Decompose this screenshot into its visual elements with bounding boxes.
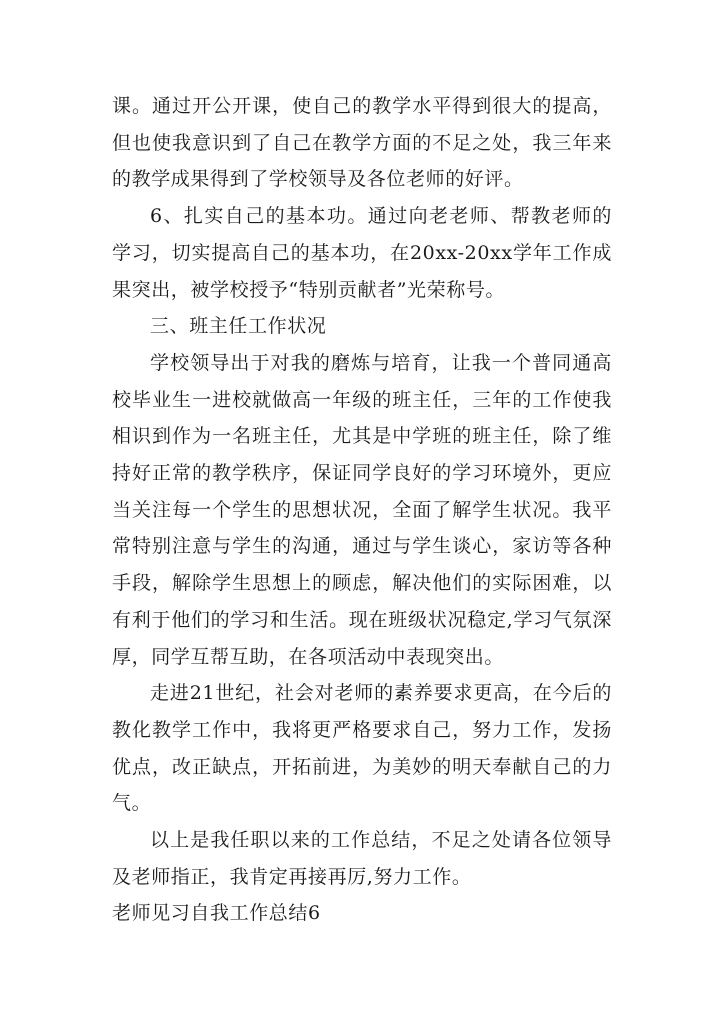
paragraph-continuation: 课。通过开公开课，使自己的教学水平得到很大的提高，但也使我意识到了自己在教学方面的不足之处，我三年来的教学成果得到了学校领导及各位老师的好评。 — [112, 95, 612, 191]
next-document-title: 老师见习自我工作总结6 — [112, 902, 321, 925]
paragraph-closing: 以上是我任职以来的工作总结，不足之处请各位领导及老师指正，我肯定再接再厉,努力工作。 — [112, 829, 612, 888]
section-heading: 三、班主任工作状况 — [150, 315, 327, 338]
document-body — [112, 88, 612, 932]
paragraph-item-6: 6、扎实自己的基本功。通过向老老师、帮教老师的学习，切实提高自己的基本功，在20xx-20xx学年工作成果突出，被学校授予“特别贡献者”光荣称号。 — [112, 205, 612, 301]
paragraph-homeroom: 学校领导出于对我的磨炼与培育，让我一个普同通高校毕业生一进校就做高一年级的班主任，三年的工作使我相识到作为一名班主任，尤其是中学班的班主任，除了维持好正常的教学秩序，保证同学良好的学习环境外，更应当关注每一个学生的思想状况，全面了解学生状况。我平常特别注意与学生的沟通，通过与学生谈心，家访等各种手段，解除学生思想上的顾虑，解决他们的实际困难，以有利于他们的学习和生活。现在班级状况稳定,学习气氛深厚，同学互帮互助，在各项活动中表现突出。 — [112, 351, 612, 668]
paragraph-century: 走进21世纪，社会对老师的素养要求更高，在今后的教化教学工作中，我将更严格要求自己，努力工作，发扬优点，改正缺点，开拓前进，为美妙的明天奉献自己的力气。 — [112, 682, 612, 815]
